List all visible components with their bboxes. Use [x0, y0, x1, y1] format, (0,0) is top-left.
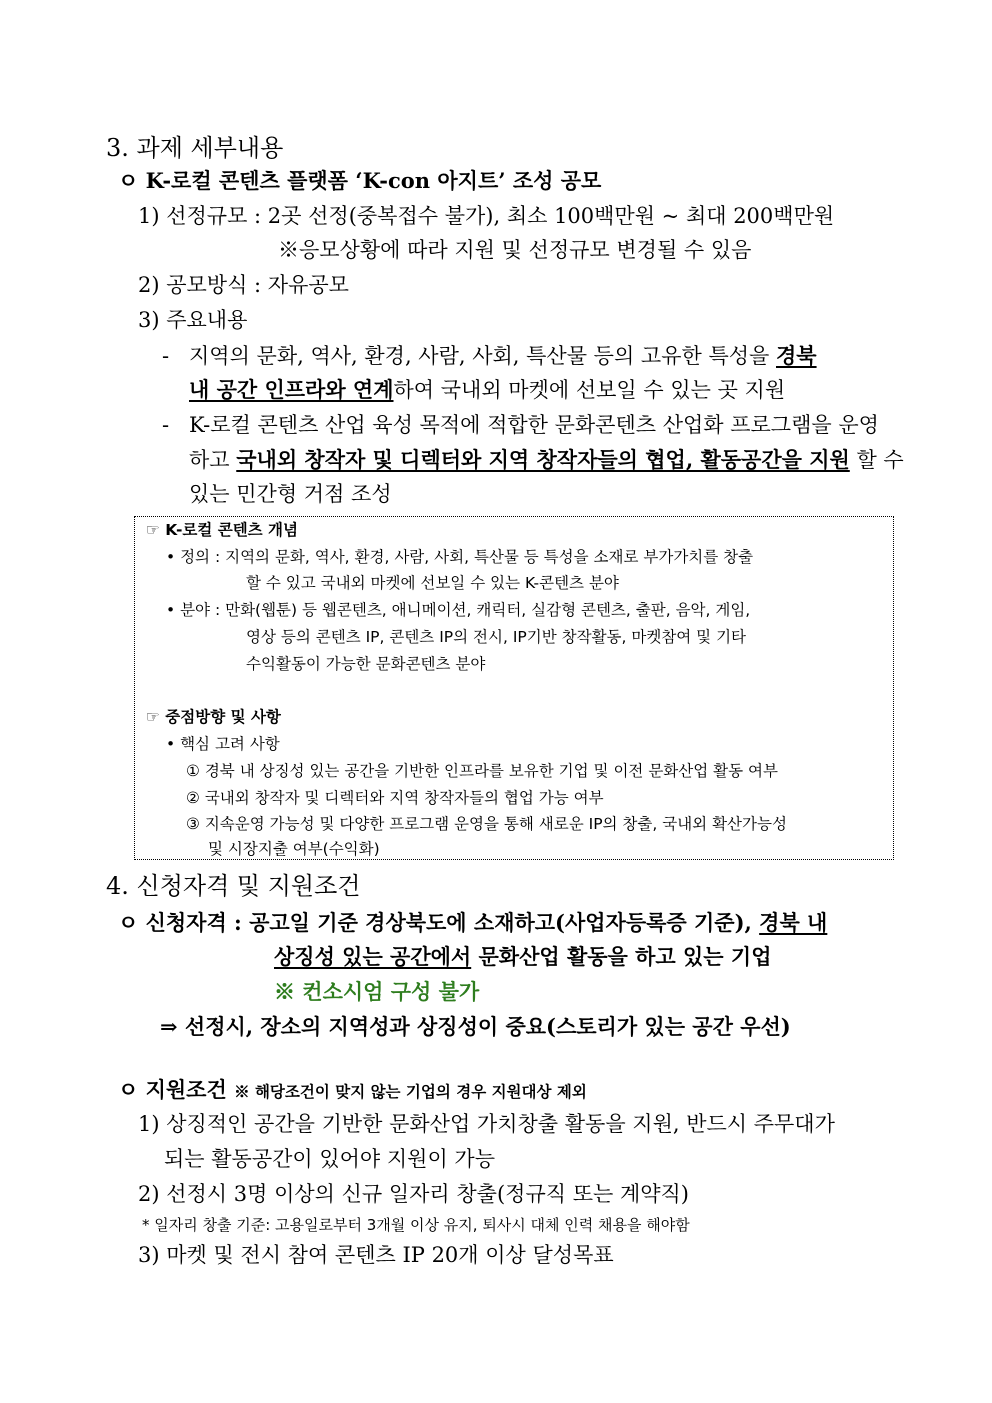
bullet-1-text-cont: 하여 국내외 마켓에 선보일 수 있는 곳 지원 [393, 378, 786, 402]
consideration-2: ② 국내외 창작자 및 디렉터와 지역 창작자들의 협업 가능 여부 [186, 789, 604, 807]
bullet-2-emphasis: 국내외 창작자 및 디렉터와 지역 창작자들의 협업, 활동공간을 지원 [236, 447, 850, 472]
bullet-1-emphasis: 경북 [776, 343, 817, 368]
eligibility-emphasis-cont: 상징성 있는 공간에서 [274, 944, 472, 969]
support-conditions-title: ㅇ 지원조건 [118, 1077, 227, 1102]
definition-line-1: • 정의 : 지역의 문화, 역사, 환경, 사람, 사회, 특산물 등 특성을 소재로 부가가치를 창출 [166, 548, 754, 566]
section-3-heading: 3. 과제 세부내용 [106, 134, 284, 162]
bullet-1-text: 지역의 문화, 역사, 환경, 사람, 사회, 특산물 등의 고유한 특성을 [189, 344, 776, 368]
support-condition-1-line-1: 1) 상징적인 공간을 기반한 문화산업 가치창출 활동을 지원, 반드시 주무대가 [138, 1112, 835, 1136]
field-line-3: 수익활동이 가능한 문화콘텐츠 분야 [246, 655, 486, 673]
section-4-heading: 4. 신청자격 및 지원조건 [106, 872, 361, 900]
consideration-1: ① 경북 내 상징성 있는 공간을 기반한 인프라를 보유한 기업 및 이전 문화산업 활동 여부 [186, 762, 778, 780]
definition-line-2: 할 수 있고 국내외 마켓에 선보일 수 있는 K-콘텐츠 분야 [246, 574, 619, 592]
field-line-2: 영상 등의 콘텐츠 IP, 콘텐츠 IP의 전시, IP기반 창작활동, 마켓참여 및 기타 [246, 628, 747, 646]
bullet-dash: - [162, 344, 170, 368]
eligibility-emphasis: 경북 내 [759, 910, 828, 935]
focus-title: ☞ 중점방향 및 사항 [146, 708, 281, 726]
support-condition-3: 3) 마켓 및 전시 참여 콘텐츠 IP 20개 이상 달성목표 [138, 1243, 614, 1267]
eligibility-line-2 [274, 943, 771, 971]
bullet-1-line-1 [189, 342, 817, 370]
support-conditions-note: ※ 해당조건이 맞지 않는 기업의 경우 지원대상 제외 [234, 1082, 587, 1101]
selection-scale-note: ※응모상황에 따라 지원 및 선정규모 변경될 수 있음 [278, 238, 752, 262]
selection-priority-note: ⇒ 선정시, 장소의 지역성과 상징성이 중요(스토리가 있는 공간 우선) [160, 1014, 791, 1039]
section-3-item-title: ㅇ K-로컬 콘텐츠 플랫폼 ‘K-con 아지트’ 조성 공모 [118, 168, 602, 193]
field-line-1: • 분야 : 만화(웹툰) 등 웹콘텐츠, 애니메이션, 캐릭터, 실감형 콘텐츠, 출판, 음악, 게임, [166, 601, 751, 619]
main-content-label: 3) 주요내용 [138, 308, 248, 332]
bullet-2-line-3: 있는 민간형 거점 조성 [189, 482, 392, 506]
core-considerations: • 핵심 고려 사항 [166, 735, 280, 753]
bullet-2-text-end: 할 수 [849, 448, 904, 472]
eligibility-line-1 [118, 909, 827, 937]
concept-title: ☞ K-로컬 콘텐츠 개념 [146, 521, 298, 539]
support-condition-2: 2) 선정시 3명 이상의 신규 일자리 창출(정규직 또는 계약직) [138, 1182, 689, 1206]
bullet-1-line-2 [189, 376, 785, 404]
bullet-1-emphasis-cont: 내 공간 인프라와 연계 [189, 377, 394, 402]
application-method: 2) 공모방식 : 자유공모 [138, 273, 349, 297]
support-conditions-line [118, 1076, 587, 1106]
consideration-3-line-2: 및 시장지출 여부(수익화) [208, 840, 380, 858]
support-condition-1-line-2: 되는 활동공간이 있어야 지원이 가능 [164, 1147, 495, 1171]
support-condition-2-note: * 일자리 창출 기준: 고용일로부터 3개월 이상 유지, 퇴사시 대체 인력 채용을 해야함 [142, 1216, 690, 1234]
consortium-note: ※ 컨소시엄 구성 불가 [274, 979, 480, 1004]
consideration-3-line-1: ③ 지속운영 가능성 및 다양한 프로그램 운영을 통해 새로운 IP의 창출, 국내외 확산가능성 [186, 815, 787, 833]
bullet-2-text: 하고 [189, 448, 237, 472]
selection-scale: 1) 선정규모 : 2곳 선정(중복접수 불가), 최소 100백만원 ~ 최대 200백만원 [138, 204, 835, 228]
bullet-dash: - [162, 413, 170, 437]
bullet-2-line-1: K-로컬 콘텐츠 산업 육성 목적에 적합한 문화콘텐츠 산업화 프로그램을 운영 [189, 413, 879, 437]
eligibility-text-cont: 문화산업 활동을 하고 있는 기업 [471, 944, 772, 969]
bullet-2-line-2 [189, 446, 904, 474]
eligibility-text: ㅇ 신청자격 : 공고일 기준 경상북도에 소재하고(사업자등록증 기준), [118, 910, 760, 935]
